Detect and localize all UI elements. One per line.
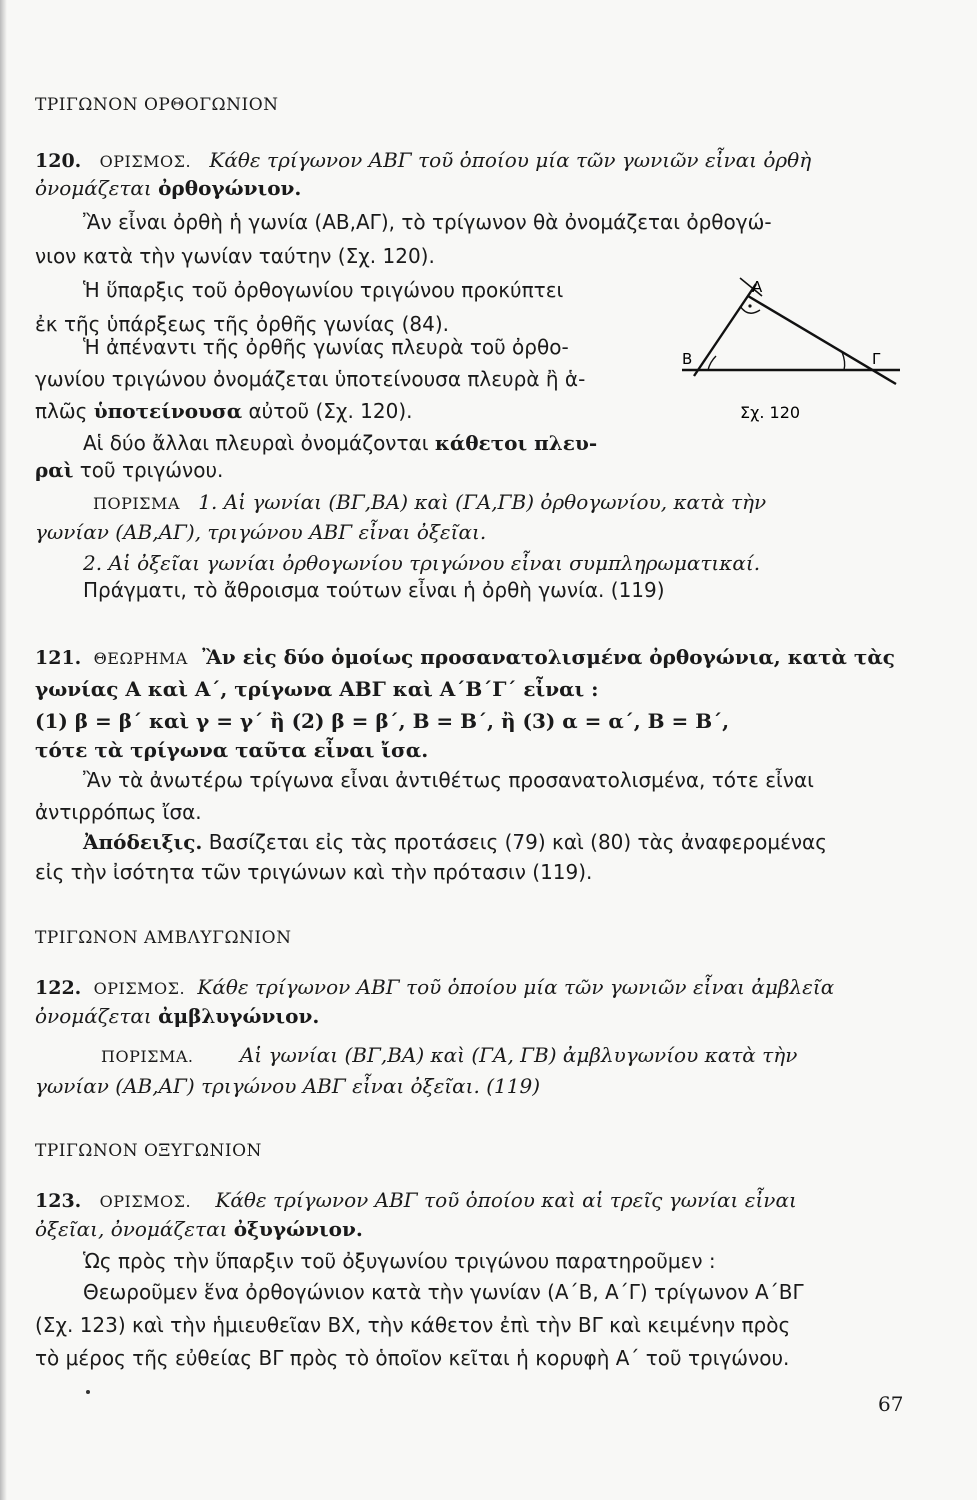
paragraph-number: 123. (35, 1190, 82, 1212)
text-line (35, 398, 675, 424)
stray-dot (86, 1390, 90, 1394)
corollary-label: ΠΟΡΙΣΜΑ. (101, 1047, 194, 1066)
text-span: αὐτοῦ (Σχ. 120). (248, 399, 413, 423)
text-line (35, 457, 903, 483)
text-span: Αἱ δύο ἄλλαι πλευραὶ ὀνομάζονται (83, 431, 429, 455)
paragraph-123-line-2 (35, 1216, 903, 1242)
text-line: ἀντιρρόπως ἴσα. (35, 800, 202, 824)
theorem-text: Ἂν εἰς δύο ὁμοίως προσανατολισμένα ὀρθογώνια, κατὰ τὰς (202, 645, 895, 669)
text-line: Ἂν τὰ ἀνωτέρω τρίγωνα εἶναι ἀντιθέτως προσανατολισμένα, τότε εἶναι (83, 768, 814, 792)
paragraph-123-line-1 (35, 1187, 903, 1215)
defined-term: κάθετοι πλευ- (434, 431, 598, 455)
paragraph-122-line-2 (35, 1003, 903, 1029)
definition-text: ὀνομάζεται (35, 176, 152, 200)
text-line: ἐκ τῆς ὑπάρξεως τῆς ὀρθῆς γωνίας (84). (35, 312, 450, 336)
paragraph-122-line-1 (35, 974, 903, 1002)
section-title-acute-triangle: ΤΡΙΓΩΝΟΝ ΟΞΥΓΩΝΙΟΝ (35, 1141, 262, 1161)
figure-120 (682, 272, 908, 424)
text-line (35, 430, 951, 456)
text-line: Ἂν εἶναι ὀρθὴ ἡ γωνία (ΑΒ,ΑΓ), τὸ τρίγωνον θὰ ὀνομάζεται ὀρθογώ- (83, 210, 772, 234)
page-edge-shadow (0, 0, 7, 1500)
corollary-line-2: γωνίαν (ΑΒ,ΑΓ), τριγώνου ΑΒΓ εἶναι ὀξεῖαι. (35, 520, 487, 544)
defined-term: ὀξυγώνιον. (233, 1217, 363, 1241)
theorem-121-line-4: τότε τὰ τρίγωνα ταῦτα εἶναι ἴσα. (35, 738, 429, 762)
corollary-122-line-2: γωνίαν (ΑΒ,ΑΓ) τριγώνου ΑΒΓ εἶναι ὀξεῖαι. (119) (35, 1074, 540, 1098)
corollary-label: ΠΟΡΙΣΜΑ (93, 494, 180, 513)
theorem-121-line-3: (1) β = β΄ καὶ γ = γ΄ ἢ (2) β = β΄, Β = Β΄, ἢ (3) α = α΄, Β = Β΄, (35, 709, 730, 733)
figure-caption: Σχ. 120 (740, 403, 801, 422)
defined-term: ὑποτείνουσα (93, 399, 243, 423)
definition-label: ΟΡΙΣΜΟΣ. (93, 979, 186, 998)
proof-text: Βασίζεται εἰς τὰς προτάσεις (79) καὶ (80) τὰς ἀναφερομένας (208, 830, 827, 854)
paragraph-120-line-1 (35, 147, 903, 175)
vertex-label-a: Α (752, 278, 763, 296)
corollary-line-1 (35, 489, 903, 517)
theorem-label: ΘΕΩΡΗΜΑ (93, 649, 188, 668)
paragraph-120-line-2 (35, 175, 903, 201)
text-line: (Σχ. 123) καὶ τὴν ἡμιευθεῖαν ΒΧ, τὴν κάθετον ἐπὶ τὴν ΒΓ καὶ κειμένην πρὸς (35, 1313, 791, 1337)
definition-text: Κάθε τρίγωνον ΑΒΓ τοῦ ὁποίου καὶ αἱ τρεῖς γωνίαι εἶναι (215, 1188, 797, 1212)
text-line: Ὡς πρὸς τὴν ὕπαρξιν τοῦ ὀξυγωνίου τριγώνου παρατηροῦμεν : (83, 1249, 716, 1273)
text-line: νιον κατὰ τὴν γωνίαν ταύτην (Σχ. 120). (35, 244, 435, 268)
text-line: Πράγματι, τὸ ἄθροισμα τούτων εἶναι ἡ ὀρθὴ γωνία. (119) (83, 578, 665, 602)
text-span: τοῦ τριγώνου. (79, 458, 224, 482)
corollary-122-line-1 (35, 1042, 903, 1070)
theorem-121-line-1 (35, 644, 903, 672)
definition-text: Κάθε τρίγωνον ΑΒΓ τοῦ ὁποίου μία τῶν γωνιῶν εἶναι ὀρθὴ (209, 148, 812, 172)
section-title-right-triangle: ΤΡΙΓΩΝΟΝ ΟΡΘΟΓΩΝΙΟΝ (35, 95, 279, 115)
theorem-121-line-2: γωνίας Α καὶ Α΄, τρίγωνα ΑΒΓ καὶ Α΄Β΄Γ΄ εἶναι : (35, 677, 599, 701)
paragraph-number: 120. (35, 150, 82, 172)
text-line: Ἡ ἀπέναντι τῆς ὀρθῆς γωνίας πλευρὰ τοῦ ὀρθο- (83, 335, 569, 359)
defined-term: ἀμβλυγώνιον. (158, 1004, 320, 1028)
paragraph-number: 121. (35, 647, 82, 669)
side-ab (694, 284, 756, 376)
angle-arc-c (842, 352, 845, 370)
text-line: Θεωροῦμεν ἕνα ὀρθογώνιον κατὰ τὴν γωνίαν (Α΄Β, Α΄Γ) τρίγωνον Α΄ΒΓ (83, 1280, 804, 1304)
vertex-label-c: Γ (872, 350, 881, 368)
definition-label: ΟΡΙΣΜΟΣ. (99, 152, 192, 171)
text-line: γωνίου τριγώνου ὀνομάζεται ὑποτείνουσα πλευρὰ ἢ ἁ- (35, 367, 586, 391)
defined-term: ραὶ (35, 458, 74, 482)
definition-text: ὀνομάζεται (35, 1004, 152, 1028)
corollary-line-3: 2. Αἱ ὀξεῖαι γωνίαι ὀρθογωνίου τριγώνου εἶναι συμπληρωματικαί. (83, 551, 761, 575)
proof-line-1 (35, 829, 951, 855)
definition-text: Κάθε τρίγωνον ΑΒΓ τοῦ ὁποίου μία τῶν γωνιῶν εἶναι ἀμβλεῖα (197, 975, 835, 999)
page-number: 67 (878, 1392, 904, 1416)
section-title-obtuse-triangle: ΤΡΙΓΩΝΟΝ ΑΜΒΛΥΓΩΝΙΟΝ (35, 928, 292, 948)
corollary-text: Αἱ γωνίαι (ΒΓ,ΒΑ) καὶ (ΓΑ, ΓΒ) ἀμβλυγωνίου κατὰ τὴν (239, 1043, 798, 1067)
vertex-label-b: Β (682, 350, 693, 368)
paragraph-number: 122. (35, 977, 82, 999)
angle-dot (748, 304, 751, 307)
text-span: πλῶς (35, 399, 88, 423)
text-line: τὸ μέρος τῆς εὐθείας ΒΓ πρὸς τὸ ὁποῖον κεῖται ἡ κορυφὴ Α΄ τοῦ τριγώνου. (35, 1346, 790, 1370)
corollary-text: 1. Αἱ γωνίαι (ΒΓ,ΒΑ) καὶ (ΓΑ,ΓΒ) ὀρθογωνίου, κατὰ τὴν (198, 490, 767, 514)
proof-label: Ἀπόδειξις. (83, 830, 203, 854)
text-line: Ἡ ὕπαρξις τοῦ ὀρθογωνίου τριγώνου προκύπτει (83, 278, 564, 302)
angle-arc-b (708, 356, 716, 370)
definition-text: ὀξεῖαι, ὀνομάζεται (35, 1217, 228, 1241)
proof-line-2: εἰς τὴν ἰσότητα τῶν τριγώνων καὶ τὴν πρότασιν (119). (35, 860, 593, 884)
defined-term: ὀρθογώνιον. (158, 176, 302, 200)
definition-label: ΟΡΙΣΜΟΣ. (99, 1192, 192, 1211)
